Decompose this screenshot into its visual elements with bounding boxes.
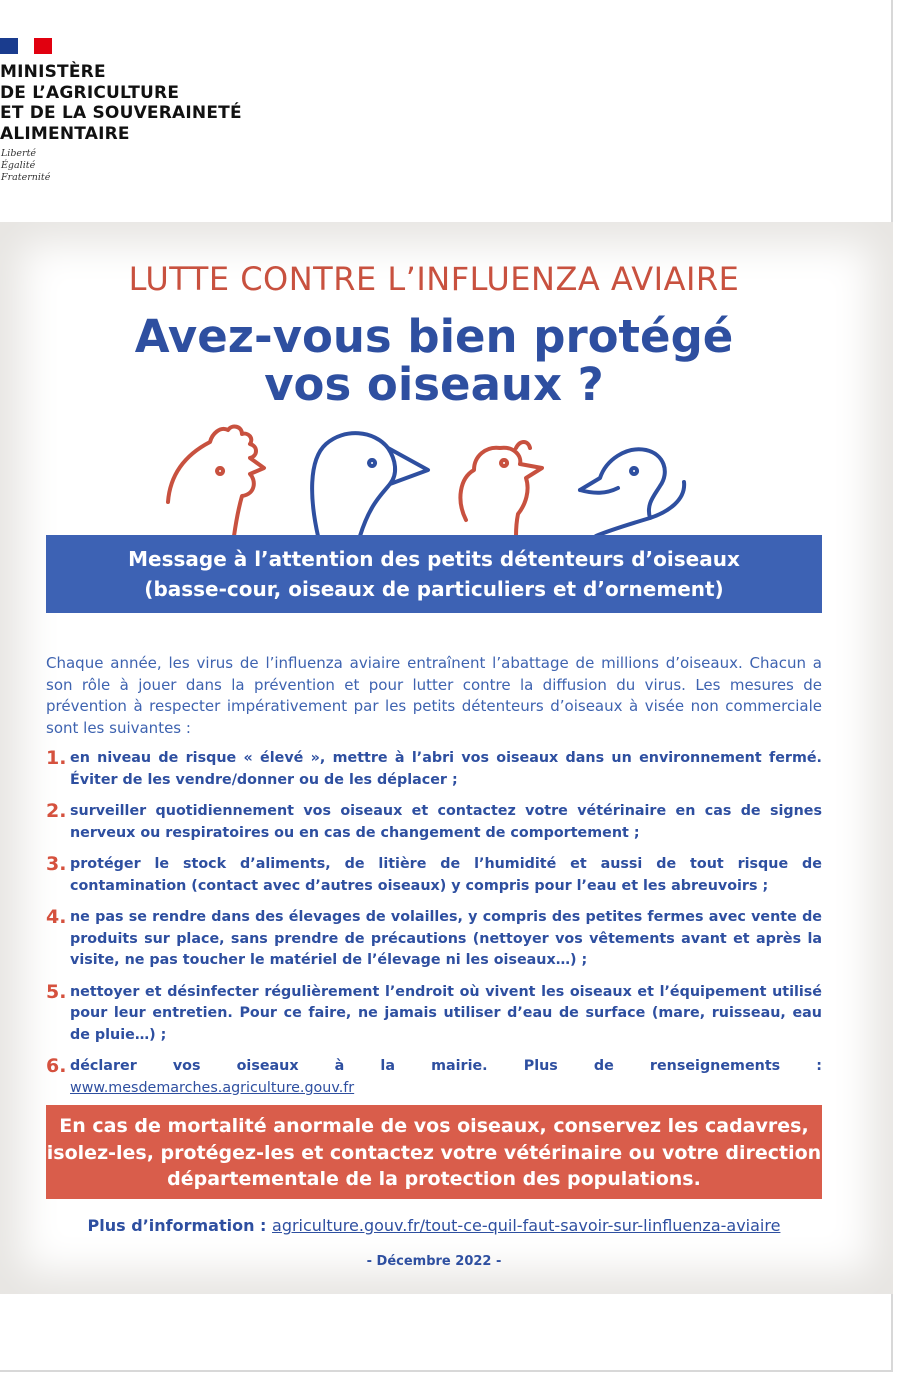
rule-number: 2. <box>46 800 67 822</box>
audience-banner <box>46 535 822 613</box>
publication-date: - Décembre 2022 - <box>366 1254 502 1269</box>
rule-text: surveiller quotidiennement vos oiseaux et contactez votre vétérinaire en cas de signes nerveux ou respiratoires ou en cas de changement de comportement ; <box>70 803 822 841</box>
rule-item <box>46 748 822 791</box>
goose-icon <box>312 433 428 536</box>
mesdemarches-link[interactable]: www.mesdemarches.agriculture.gouv.fr <box>70 1079 355 1096</box>
birds-illustration <box>160 420 690 538</box>
marianne-flag-logo <box>0 38 52 54</box>
rule-number: 1. <box>46 747 67 769</box>
poster-kicker: LUTTE CONTRE L’INFLUENZA AVIAIRE <box>128 260 740 298</box>
intro-paragraph: Chaque année, les virus de l’influenza aviaire entraînent l’abattage de millions d’oiseaux. Chacun a son rôle à jouer dans la prévention et pour lutter contre la diffusion du virus. Les mesures de prévention à respecter impérativement par les petits détenteurs d’oiseaux à visée non commerciale sont les suivantes : <box>46 654 822 737</box>
rule-item <box>46 982 822 1047</box>
chicken-icon <box>168 427 264 536</box>
rule-text: nettoyer et désinfecter régulièrement l’endroit où vivent les oiseaux et l’équipement utilisé pour leur entretien. Pour ce faire, ne jamais utiliser d’eau de surface (mare, ruisseau, eau de pluie…) ; <box>70 983 822 1043</box>
more-info-line <box>0 1216 868 1235</box>
rule-item <box>46 801 822 844</box>
audience-banner-text: Message à l’attention des petits détenteurs d’oiseaux (basse-cour, oiseaux de particuliers et d’ornement) <box>128 547 740 601</box>
rule-text-wrapper <box>70 1056 822 1099</box>
rule-number: 3. <box>46 853 67 875</box>
rule-number: 4. <box>46 906 67 928</box>
more-info-link[interactable]: agriculture.gouv.fr/tout-ce-quil-faut-savoir-sur-linfluenza-aviaire <box>272 1216 781 1235</box>
rule-item <box>46 1056 822 1099</box>
republic-motto: Liberté Égalité Fraternité <box>1 148 51 183</box>
rule-text: ne pas se rendre dans des élevages de volailles, y compris des petites fermes avec vente de produits sur place, sans prendre de précautions (nettoyer vos vêtements avant et après la visite, ne pas toucher le matériel de l’élevage ni les oiseaux…) ; <box>70 909 822 968</box>
duck-icon <box>580 449 684 536</box>
rule-item <box>46 854 822 897</box>
more-info-label: Plus d’information : <box>87 1216 273 1235</box>
rule-text: déclarer vos oiseaux à la mairie. Plus de renseignements : <box>70 1058 822 1074</box>
rule-text: protéger le stock d’aliments, de litière de l’humidité et aussi de tout risque de contamination (contact avec d’autres oiseaux) y compris pour l’eau et les abreuvoirs ; <box>70 856 822 894</box>
rule-item <box>46 907 822 972</box>
prevention-rules-list <box>46 748 822 1109</box>
turkey-icon <box>460 442 542 536</box>
ministry-name: MINISTÈRE DE L’AGRICULTURE ET DE LA SOUVERAINETÉ ALIMENTAIRE <box>0 62 242 144</box>
alert-banner <box>46 1105 822 1199</box>
poster-headline: Avez-vous bien protégé vos oiseaux ? <box>134 310 734 411</box>
rule-number: 6. <box>46 1055 67 1077</box>
rule-text: en niveau de risque « élevé », mettre à l’abri vos oiseaux dans un environnement fermé. Éviter de les vendre/donner ou de les déplacer ; <box>70 750 822 788</box>
rule-number: 5. <box>46 980 67 1003</box>
alert-banner-text: En cas de mortalité anormale de vos oiseaux, conservez les cadavres, isolez-les, protégez-les et contactez votre vétérinaire ou votre direction départementale de la protection des populations. <box>46 1115 822 1190</box>
